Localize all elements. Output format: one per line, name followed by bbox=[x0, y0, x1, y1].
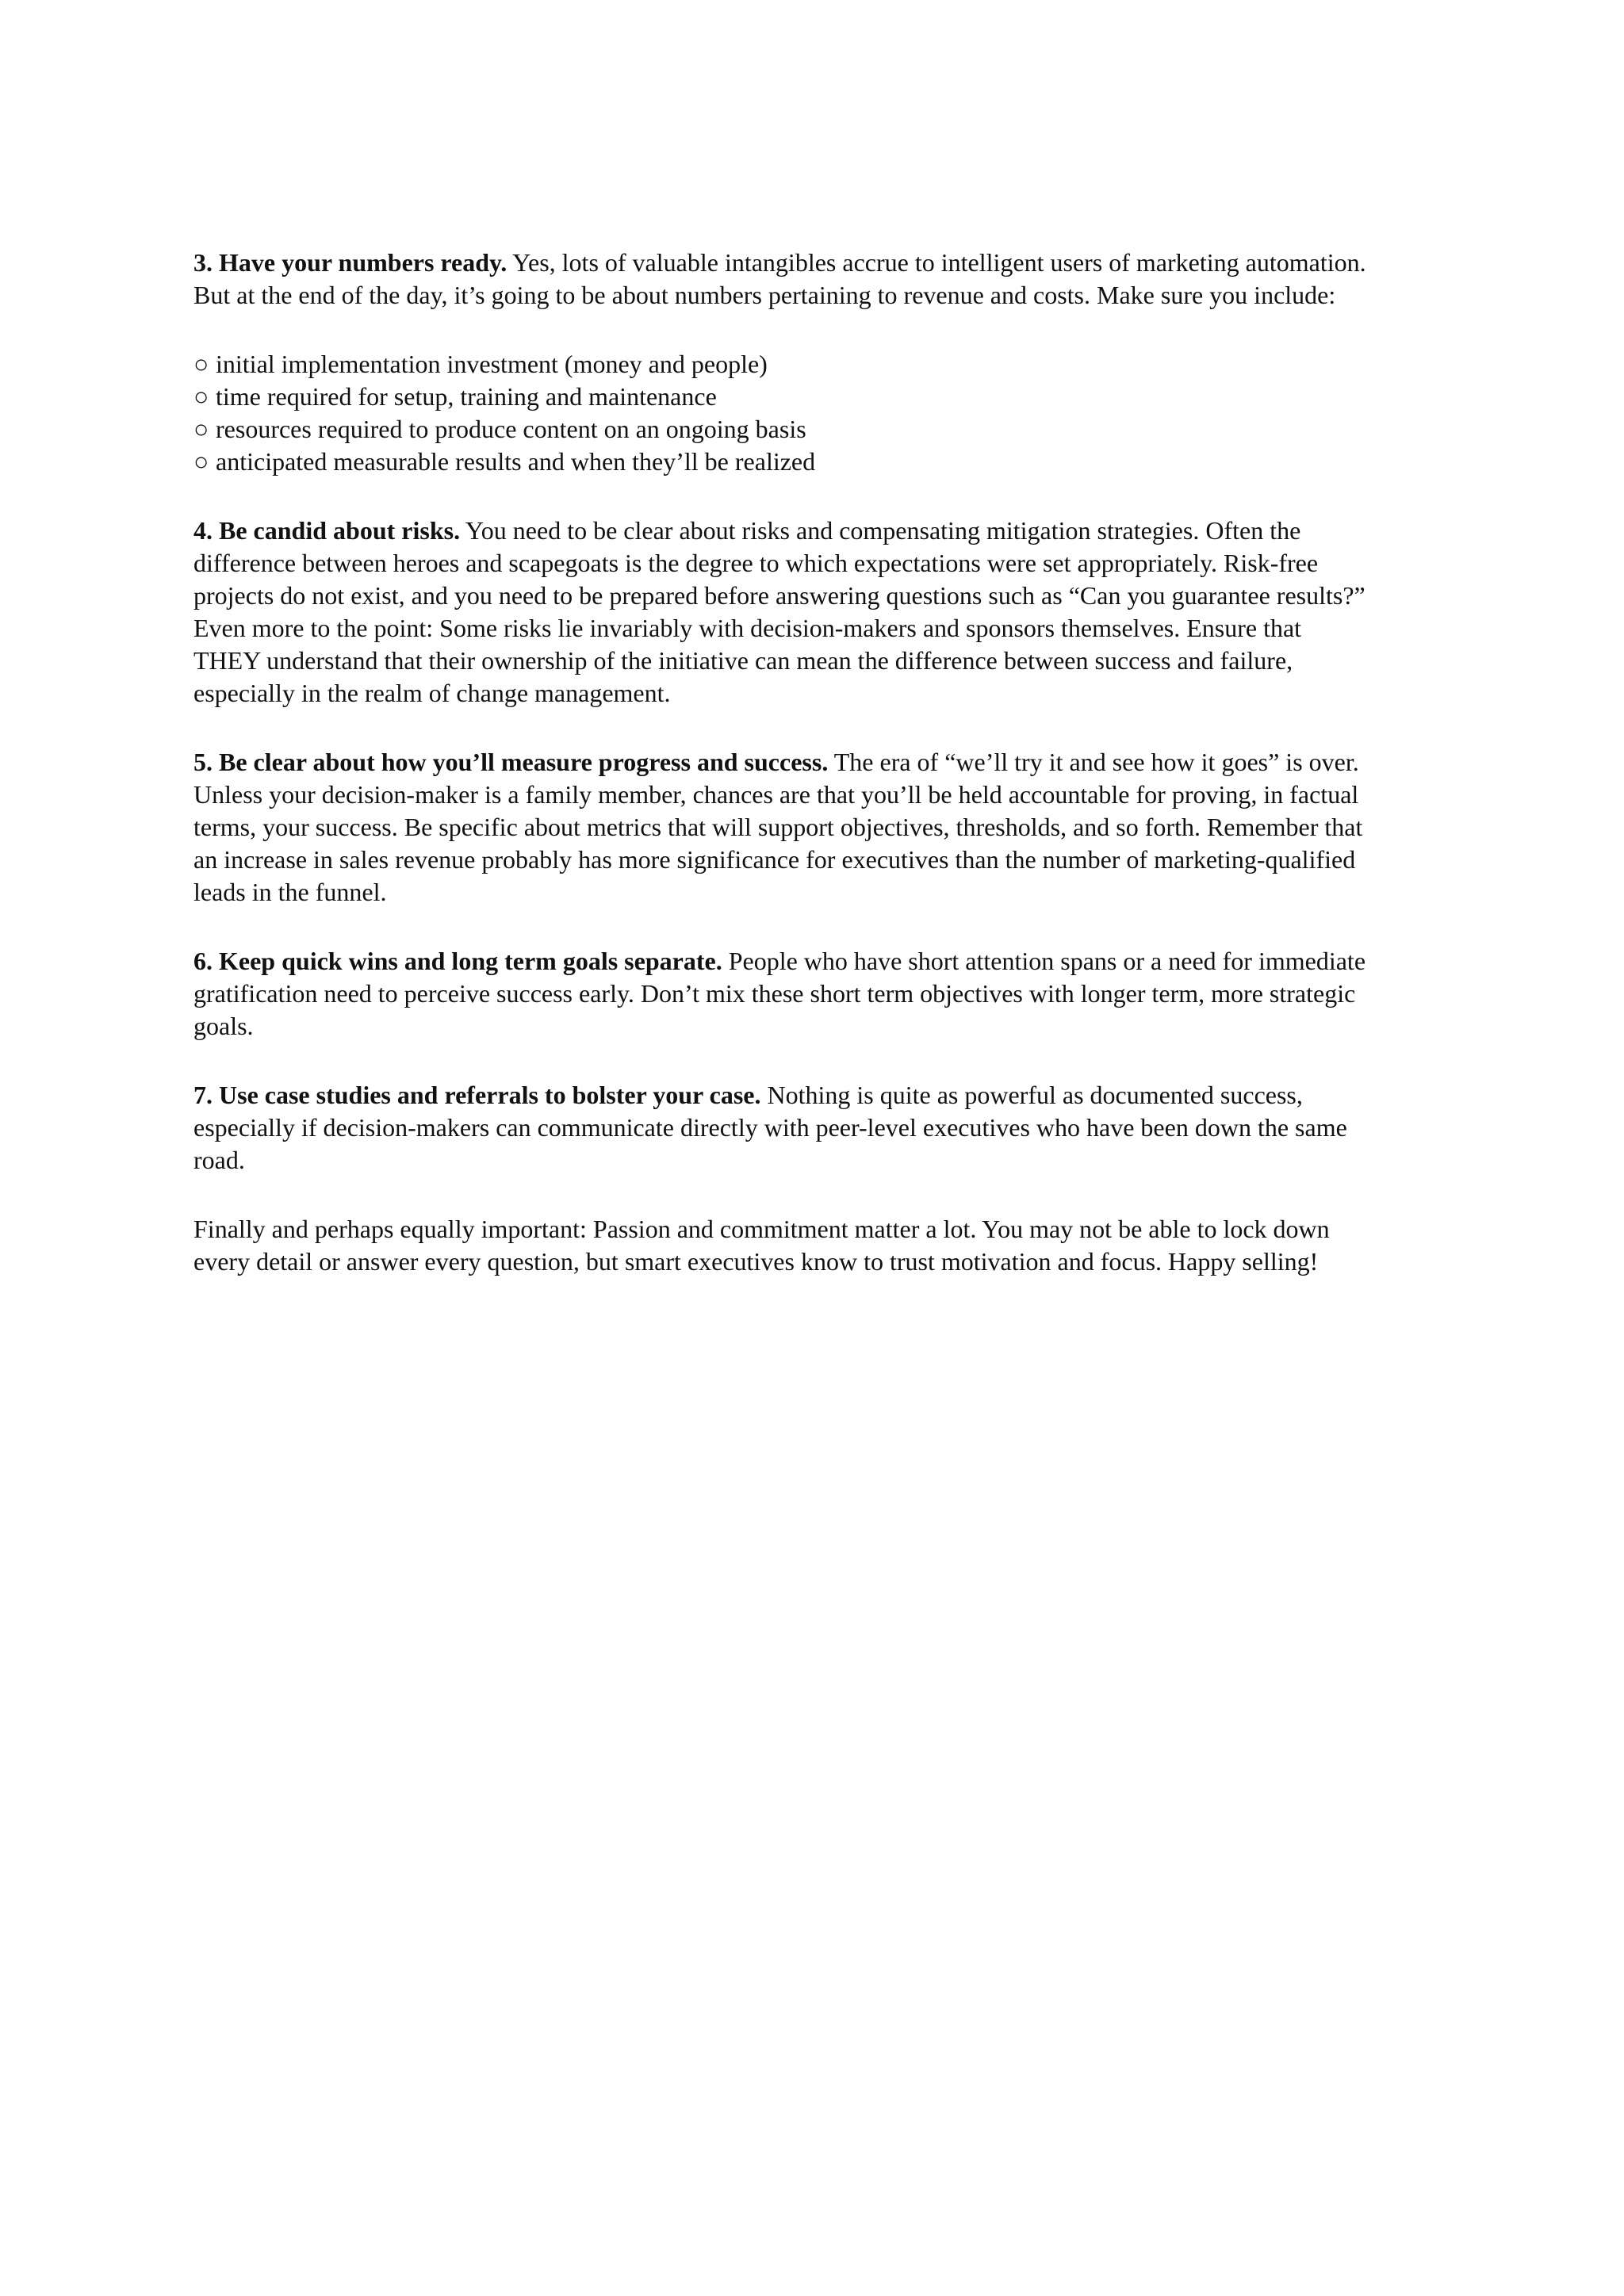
list-item-text: anticipated measurable results and when they’ll be realized bbox=[216, 447, 816, 476]
section-body: People who have short attention spans or a need for immediate gratification need to perceive success early. Don’t mix these short term objectives with longer term, more strategic goals. bbox=[193, 947, 1366, 1040]
circle-bullet-icon: ○ bbox=[193, 350, 209, 378]
document-page bbox=[193, 247, 1367, 1314]
list-item-text: time required for setup, training and maintenance bbox=[216, 382, 717, 411]
include-list bbox=[193, 348, 1367, 478]
circle-bullet-icon: ○ bbox=[193, 415, 209, 443]
section-body: The era of “we’ll try it and see how it goes” is over. Unless your decision-maker is a family member, chances are that you’ll be held accountable for proving, in factual terms, your success. Be specific about metrics that will support objectives, thresholds, and so forth. Remember that an increase in sales revenue probably has more significance for executives than the number of marketing-qualified leads in the funnel. bbox=[193, 748, 1363, 906]
section-candid-risks bbox=[193, 515, 1367, 710]
list-item-text: initial implementation investment (money and people) bbox=[216, 350, 768, 378]
section-body: Yes, lots of valuable intangibles accrue to intelligent users of marketing automation. But at the end of the day, it’s going to be about numbers pertaining to revenue and costs. Make sure you include: bbox=[193, 248, 1366, 309]
section-heading: 6. Keep quick wins and long term goals separate. bbox=[193, 947, 722, 975]
section-quick-wins bbox=[193, 945, 1367, 1043]
section-body: Nothing is quite as powerful as documented success, especially if decision-makers can communicate directly with peer-level executives who have been down the same road. bbox=[193, 1081, 1347, 1174]
list-item bbox=[193, 413, 1367, 446]
section-case-studies bbox=[193, 1079, 1367, 1177]
list-item bbox=[193, 446, 1367, 478]
list-item bbox=[193, 381, 1367, 413]
list-item-text: resources required to produce content on an ongoing basis bbox=[216, 415, 806, 443]
section-measure-progress bbox=[193, 746, 1367, 909]
section-heading: 5. Be clear about how you’ll measure progress and success. bbox=[193, 748, 829, 776]
section-heading: 7. Use case studies and referrals to bolster your case. bbox=[193, 1081, 761, 1109]
section-numbers-ready bbox=[193, 247, 1367, 312]
list-item bbox=[193, 348, 1367, 381]
section-body: You need to be clear about risks and compensating mitigation strategies. Often the difference between heroes and scapegoats is the degree to which expectations were set appropriately. Risk-free projects do not exist, and you need to be prepared before answering questions such as “Can you guarantee results?” Even more to the point: Some risks lie invariably with decision-makers and sponsors themselves. Ensure that THEY understand that their ownership of the initiative can mean the difference between success and failure, especially in the realm of change management. bbox=[193, 516, 1365, 707]
circle-bullet-icon: ○ bbox=[193, 382, 209, 411]
section-heading: 3. Have your numbers ready. bbox=[193, 248, 508, 277]
closing-paragraph: Finally and perhaps equally important: Passion and commitment matter a lot. You may not be able to lock down every detail or answer every question, but smart executives know to trust motivation and focus. Happy selling! bbox=[193, 1215, 1330, 1276]
section-heading: 4. Be candid about risks. bbox=[193, 516, 461, 545]
circle-bullet-icon: ○ bbox=[193, 447, 209, 476]
